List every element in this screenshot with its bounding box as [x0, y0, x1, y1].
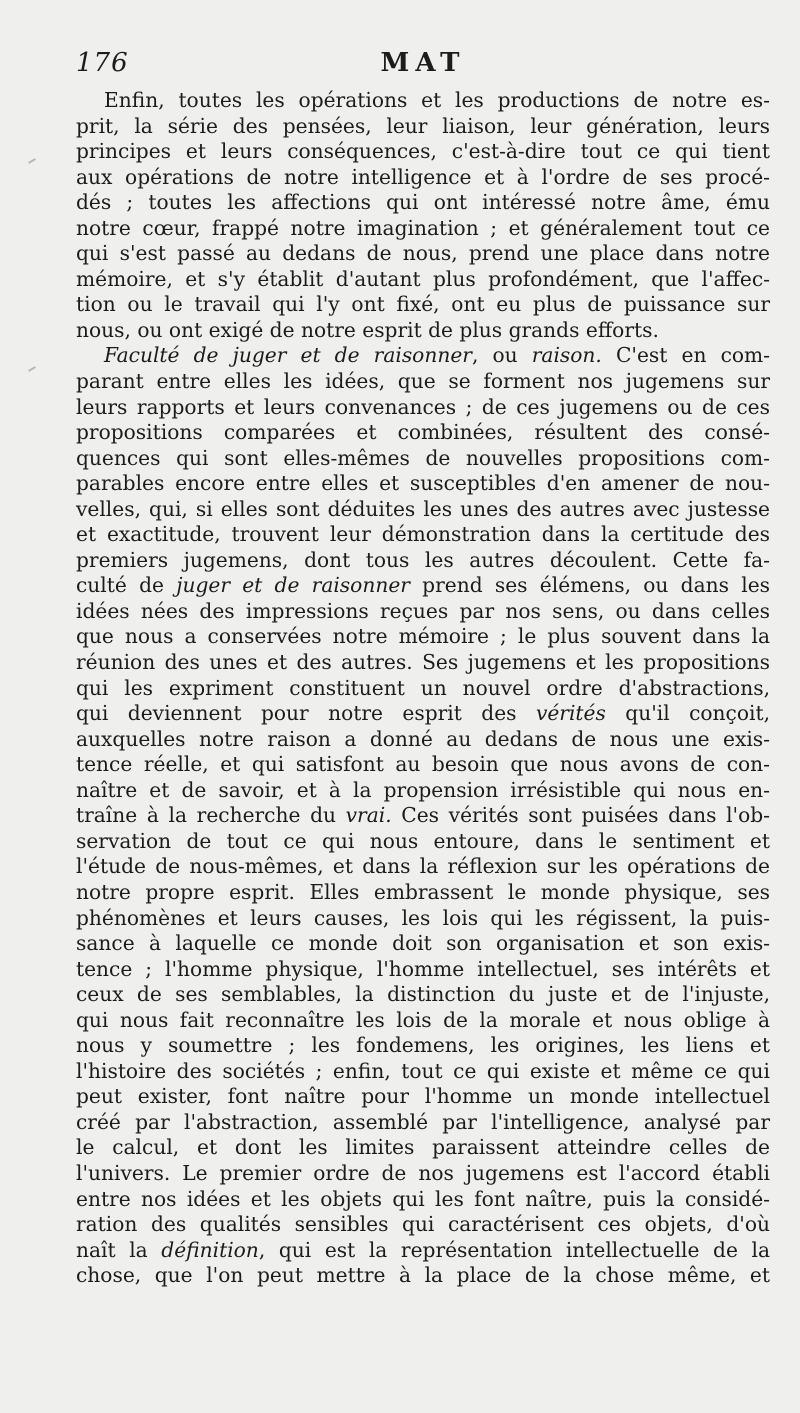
italic-run: Faculté de juger et de raisonner — [104, 343, 472, 368]
text-run: créé par l'abstraction, assemblé par l'intelligence, analysé par — [76, 1109, 770, 1134]
text-run: Enfin, toutes les opérations et les productions de notre es- — [104, 88, 770, 112]
text-run: propositions comparées et combinées, résultent des consé- — [76, 420, 770, 445]
text-run: culté de — [76, 573, 177, 598]
text-line — [76, 676, 770, 702]
text-line — [76, 548, 770, 574]
text-line — [76, 778, 770, 804]
text-line — [76, 114, 770, 140]
text-line — [76, 906, 770, 932]
text-line — [76, 829, 770, 855]
text-run: naît la — [76, 1237, 162, 1262]
text-line — [76, 624, 770, 650]
text-run: idées nées des impressions reçues par nos sens, ou dans celles — [76, 598, 770, 623]
text-run: tence réelle, et qui satisfont au besoin que nous avons de con- — [76, 752, 770, 777]
text-run: qui les expriment constituent un nouvel ordre d'abstractions, — [76, 675, 770, 700]
text-run: que nous a conservées notre mémoire ; le plus souvent dans la — [76, 624, 770, 649]
running-head: MAT — [380, 48, 466, 78]
text-run: naître et de savoir, et à la propension irrésistible qui nous en- — [76, 777, 770, 802]
text-run: tence ; l'homme physique, l'homme intellectuel, ses intérêts et — [76, 956, 770, 981]
italic-run: juger et de raisonner — [176, 573, 410, 598]
text-line — [76, 88, 770, 114]
text-run: qu'il conçoit, — [605, 701, 770, 726]
text-run: réunion des unes et des autres. Ses jugemens et les propositions — [76, 650, 770, 675]
text-run: l'univers. Le premier ordre de nos jugemens est l'accord établi — [76, 1160, 770, 1185]
text-run: servation de tout ce qui nous entoure, dans le sentiment et — [76, 828, 770, 853]
text-line — [76, 1135, 770, 1161]
text-run: , qui est la représentation intellectuelle de la — [258, 1237, 770, 1262]
text-line — [76, 957, 770, 983]
text-line — [76, 1238, 770, 1264]
text-line — [76, 522, 770, 548]
text-run: , ou — [471, 343, 532, 368]
text-line — [76, 650, 770, 676]
text-run: ration des qualités sensibles qui caractérisent ces objets, d'où — [76, 1212, 770, 1237]
text-line — [76, 292, 770, 318]
text-line — [76, 369, 770, 395]
page-number: 176 — [76, 48, 129, 78]
margin-mark — [28, 366, 36, 372]
italic-run: vrai. — [345, 803, 392, 828]
text-run: C'est en com- — [601, 343, 770, 368]
text-run: leurs rapports et leurs convenances ; de ces jugemens ou de ces — [76, 394, 770, 419]
text-line — [76, 139, 770, 165]
text-line — [76, 216, 770, 242]
text-run: prend ses élémens, ou dans les — [409, 573, 770, 598]
text-run: le calcul, et dont les limites paraissent atteindre celles de — [76, 1135, 770, 1160]
text-run: velles, qui, si elles sont déduites les unes des autres avec justesse — [76, 496, 770, 521]
text-line — [76, 420, 770, 446]
italic-run: raison. — [531, 343, 602, 368]
text-run: parables encore entre elles et susceptibles d'en amener de nou- — [76, 471, 770, 496]
text-run: l'étude de nous-mêmes, et dans la réflexion sur les opérations de — [76, 854, 770, 879]
margin-mark — [28, 158, 36, 164]
text-line — [76, 982, 770, 1008]
text-run: et exactitude, trouvent leur démonstration dans la certitude des — [76, 522, 770, 547]
text-line — [76, 318, 770, 344]
italic-run: vérités — [535, 701, 606, 726]
text-run: sance à laquelle ce monde doit son organisation et son exis- — [76, 931, 770, 956]
text-line — [76, 1110, 770, 1136]
text-run: ceux de ses semblables, la distinction du juste et de l'injuste, — [76, 982, 770, 1007]
text-line — [76, 701, 770, 727]
text-line — [76, 1008, 770, 1034]
text-run: parant entre elles les idées, que se forment nos jugemens sur — [76, 369, 770, 394]
text-run: traîne à la recherche du — [76, 803, 346, 828]
text-run: qui deviennent pour notre esprit des — [76, 701, 536, 726]
text-line — [76, 803, 770, 829]
text-run: Ces vérités sont puisées dans l'ob- — [391, 803, 770, 828]
body-text — [76, 88, 770, 1289]
text-line — [76, 497, 770, 523]
text-run: l'histoire des sociétés ; enfin, tout ce qui existe et même ce qui — [76, 1058, 770, 1083]
text-line — [76, 1059, 770, 1085]
text-run: aux opérations de notre intelligence et à l'ordre de ses procé- — [76, 164, 770, 189]
text-line — [76, 752, 770, 778]
text-run: nous, ou ont exigé de notre esprit de plus grands efforts. — [76, 317, 659, 342]
text-line — [76, 880, 770, 906]
text-line — [76, 573, 770, 599]
text-run: tion ou le travail qui l'y ont fixé, ont eu plus de puissance sur — [76, 292, 770, 317]
text-line — [76, 343, 770, 369]
text-run: auxquelles notre raison a donné au dedans de nous une exis- — [76, 726, 770, 751]
text-line — [76, 190, 770, 216]
text-line — [76, 1033, 770, 1059]
text-run: qui nous fait reconnaître les lois de la morale et nous oblige à — [76, 1007, 770, 1032]
text-line — [76, 1263, 770, 1289]
text-run: phénomènes et leurs causes, les lois qui les régissent, la puis- — [76, 905, 770, 930]
text-line — [76, 599, 770, 625]
text-run: qui s'est passé au dedans de nous, prend une place dans notre — [76, 241, 770, 266]
text-run: quences qui sont elles-mêmes de nouvelles propositions com- — [76, 445, 770, 470]
text-run: peut exister, font naître pour l'homme un monde intellectuel — [76, 1084, 770, 1109]
text-run: chose, que l'on peut mettre à la place de la chose même, et — [76, 1263, 770, 1288]
text-line — [76, 1084, 770, 1110]
text-run: dés ; toutes les affections qui ont intéressé notre âme, ému — [76, 190, 770, 215]
text-line — [76, 854, 770, 880]
text-run: principes et leurs conséquences, c'est-à-dire tout ce qui tient — [76, 139, 770, 164]
text-run: entre nos idées et les objets qui les font naître, puis la considé- — [76, 1186, 770, 1211]
text-line — [76, 1212, 770, 1238]
text-run: premiers jugemens, dont tous les autres découlent. Cette fa- — [76, 547, 770, 572]
text-run: notre cœur, frappé notre imagination ; et généralement tout ce — [76, 215, 770, 240]
italic-run: définition — [161, 1237, 259, 1262]
text-line — [76, 267, 770, 293]
text-line — [76, 446, 770, 472]
page-header — [76, 48, 770, 84]
text-line — [76, 1187, 770, 1213]
text-run: prit, la série des pensées, leur liaison, leur génération, leurs — [76, 113, 770, 138]
text-line — [76, 1161, 770, 1187]
text-line — [76, 727, 770, 753]
text-line — [76, 165, 770, 191]
text-line — [76, 395, 770, 421]
text-run: notre propre esprit. Elles embrassent le monde physique, ses — [76, 879, 770, 904]
text-line — [76, 241, 770, 267]
text-line — [76, 931, 770, 957]
text-run: nous y soumettre ; les fondemens, les origines, les liens et — [76, 1033, 770, 1058]
text-line — [76, 471, 770, 497]
text-run: mémoire, et s'y établit d'autant plus profondément, que l'affec- — [76, 266, 770, 291]
